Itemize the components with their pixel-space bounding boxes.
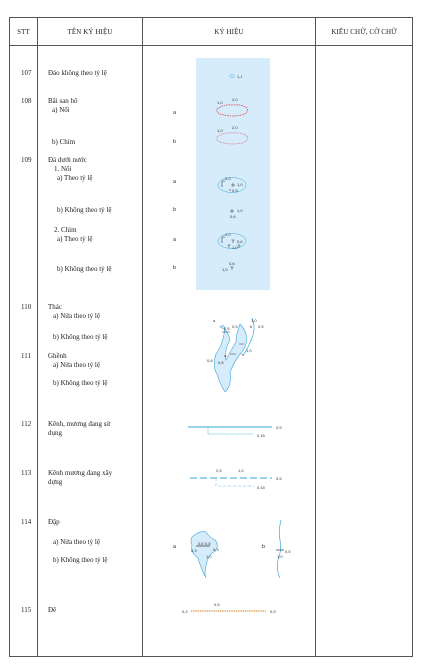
dim-label: 0,5 xyxy=(214,602,220,607)
row-number: 110 xyxy=(21,303,32,311)
dim-label: 2,0 xyxy=(225,176,231,181)
row-number: 112 xyxy=(21,420,32,428)
dim-label: 0,3 xyxy=(191,548,197,553)
dim-label: 0,5 xyxy=(285,549,291,554)
symbol-subitem: b) Không theo tỷ lệ xyxy=(53,333,108,341)
symbol-name: Ghềnh xyxy=(48,352,67,360)
dam-half-scaled-symbol xyxy=(191,532,219,578)
dim-label: 0,8 xyxy=(205,541,211,546)
dim-label: b xyxy=(250,324,253,329)
canal-under-construction-symbol xyxy=(190,468,282,490)
dim-label: 0,5 xyxy=(258,324,264,329)
header-symbol: KÝ HIỆU xyxy=(143,18,316,46)
symbol-name: Đá dưới nước xyxy=(48,156,87,164)
dim-label: 0,6 xyxy=(198,541,204,546)
variant-letter: a xyxy=(173,110,177,116)
row-number: 113 xyxy=(21,469,32,477)
variant-letter: b xyxy=(262,544,266,550)
dim-label: 0,5 xyxy=(232,324,238,329)
variant-letter: b xyxy=(173,265,177,271)
symbol-subitem: b) Không theo tỷ lệ xyxy=(53,556,108,564)
header-stt: STT xyxy=(10,18,38,46)
row-number: 107 xyxy=(21,69,32,77)
variant-letter: a xyxy=(173,237,177,243)
symbol-subitem: b) Không theo tỷ lệ xyxy=(57,206,112,214)
dim-label: 1,0 xyxy=(206,554,212,559)
dim-label: 1,0 xyxy=(217,128,223,133)
dim-label: 1,0 xyxy=(232,245,238,250)
row-number: 109 xyxy=(21,156,32,164)
symbol-subitem: b) Không theo tỷ lệ xyxy=(53,379,108,387)
canal-in-use-symbol xyxy=(188,425,282,438)
symbol-name: Kênh, mương đang sử xyxy=(48,420,111,428)
variant-letter: a xyxy=(173,179,177,185)
dim-label: 2,0 xyxy=(225,232,231,237)
symbol-subitem: a) Nổi xyxy=(52,106,70,114)
dim-label: 2,0 xyxy=(232,125,238,130)
symbol-name: dựng xyxy=(48,478,63,486)
dim-label: 1,0 xyxy=(222,267,228,272)
dam-unscaled-symbol xyxy=(276,520,291,578)
row-number: 114 xyxy=(21,518,32,526)
header-name: TÊN KÝ HIỆU xyxy=(38,18,143,46)
dim-label: 0,9 xyxy=(270,609,276,614)
symbol-subitem: 2. Chìm xyxy=(54,226,77,234)
symbol-name: Đê xyxy=(48,606,57,614)
symbol-name: Thác xyxy=(48,303,62,311)
dim-label: 1,0 xyxy=(251,318,257,323)
dim-label: 0,3 xyxy=(182,609,188,614)
symbol-name: dụng xyxy=(48,429,62,437)
dim-label: 1,0 xyxy=(217,100,223,105)
symbol-name: Đập xyxy=(48,518,60,526)
dim-label: 2,5 xyxy=(216,468,222,473)
symbol-name: Đảo không theo tỷ lệ xyxy=(48,69,107,77)
symbol-subitem: b) Chìm xyxy=(52,138,76,146)
variant-letter: b xyxy=(173,207,177,213)
dim-label: 0,8 xyxy=(218,360,224,365)
symbol-subitem: a) Theo tỷ lệ xyxy=(57,235,93,243)
dim-label: 0,5 xyxy=(276,476,282,481)
symbol-subitem: a) Theo tỷ lệ xyxy=(57,174,93,182)
variant-letter: b xyxy=(173,139,177,145)
dim-label: 0,8 xyxy=(207,358,213,363)
row-number: 111 xyxy=(21,352,31,360)
dim-label: 0,3 xyxy=(213,547,219,552)
dim-label: 1,0 xyxy=(246,348,252,353)
dim-label: a xyxy=(224,353,227,358)
symbol-subitem: 1. Nổi xyxy=(54,165,72,173)
dim-label: 0,5 xyxy=(224,326,230,331)
symbol-subitem: b) Không theo tỷ lệ xyxy=(57,265,112,273)
dike-symbol xyxy=(182,602,276,614)
dim-label: 0,6 xyxy=(229,261,235,266)
waterfall-rapids-symbol xyxy=(207,318,264,392)
dim-label: 0,15 xyxy=(257,485,265,490)
dim-label: b xyxy=(242,352,245,357)
variant-letter: a xyxy=(173,544,177,550)
sea-water-panel xyxy=(196,58,270,290)
dim-label: 1,0 xyxy=(237,208,243,213)
symbol-subitem: a) Nửa theo tỷ lệ xyxy=(53,538,100,546)
dim-label: 1,0 xyxy=(277,554,283,559)
dim-label: a xyxy=(213,318,216,323)
dim-label: 0,5 xyxy=(276,425,282,430)
symbol-name: Kênh mương đang xây xyxy=(48,469,113,477)
dim-label: 0,15 xyxy=(257,433,265,438)
dim-label: 2,0 xyxy=(232,97,238,102)
dim-label: 0,5 xyxy=(232,188,238,193)
header-font: KIỂU CHỮ, CỠ CHỮ xyxy=(316,18,413,46)
symbol-subitem: a) Nửa theo tỷ lệ xyxy=(53,361,100,369)
row-number: 115 xyxy=(21,606,32,614)
dim-label: 1,1 xyxy=(237,74,243,79)
dim-label: 1,0 xyxy=(238,468,244,473)
symbol-subitem: a) Nửa theo tỷ lệ xyxy=(53,312,100,320)
symbol-name: Bãi san hô xyxy=(48,97,78,105)
dim-label: 0,6 xyxy=(237,239,243,244)
row-number: 108 xyxy=(21,97,32,105)
dim-label: 1,0 xyxy=(237,182,243,187)
dim-label: 0,6 xyxy=(230,214,236,219)
